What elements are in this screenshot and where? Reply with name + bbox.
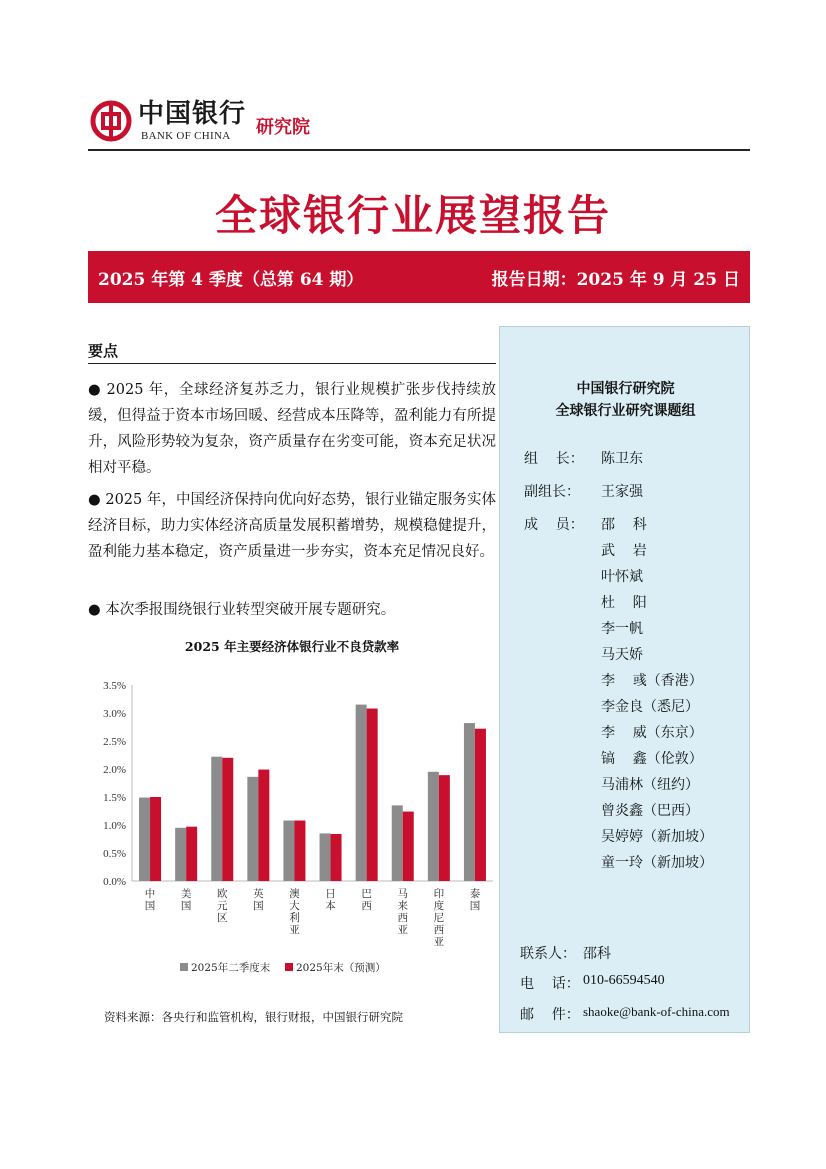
member-name: 曾炎鑫（巴西） <box>601 803 699 819</box>
contact-label: 联系人： <box>520 946 576 962</box>
header-divider <box>88 149 750 151</box>
x-category-label: 中国 <box>144 888 156 912</box>
member-name: 叶怀斌 <box>601 569 643 585</box>
bar <box>247 777 258 881</box>
bar <box>403 812 414 881</box>
report-date: 报告日期：2025 年 9 月 25 日 <box>491 270 740 290</box>
bar <box>211 757 222 881</box>
member-name: 李金良（悉尼） <box>601 699 699 715</box>
report-title: 全球银行业展望报告 <box>214 191 611 240</box>
sidebar-group: 全球银行业研究课题组 <box>555 403 696 419</box>
bar <box>186 827 197 881</box>
research-team-sidebar <box>499 326 750 1033</box>
x-category-label: 英国 <box>253 888 264 912</box>
deputy-name: 王家强 <box>601 484 643 500</box>
members-label: 成 员： <box>524 517 584 533</box>
chart-title: 2025 年主要经济体银行业不良贷款率 <box>184 639 400 654</box>
email-label: 邮 件： <box>520 1007 580 1023</box>
institute-name: 研究院 <box>256 117 310 138</box>
issue-band <box>88 251 750 303</box>
bar <box>320 833 331 881</box>
y-tick-label: 1.0% <box>103 820 126 832</box>
x-category-label: 澳大利亚 <box>289 888 300 936</box>
bar <box>222 758 233 881</box>
contact-name: 邵科 <box>583 947 611 962</box>
npl-ratio-bar-chart <box>88 665 496 995</box>
y-tick-label: 0.5% <box>103 848 126 860</box>
member-name: 邵 科 <box>601 517 647 533</box>
phone-label: 电 话： <box>520 976 580 992</box>
member-name: 杜 阳 <box>601 595 647 611</box>
y-tick-label: 3.0% <box>103 708 126 720</box>
bar <box>175 828 186 881</box>
bank-name-en: BANK OF CHINA <box>141 130 231 142</box>
sidebar-org: 中国银行研究院 <box>576 381 675 397</box>
y-tick-label: 2.5% <box>103 736 126 748</box>
legend-label: 2025年二季度末 <box>191 962 271 974</box>
key-point-1: ● 2025 年，全球经济复苏乏力，银行业规模扩张步伐持续放缓，但得益于资本市场回暖、经营成本压降等，盈利能力有所提升，风险形势较为复杂，资产质量存在劣变可能，资本充足状况相对平稳。 <box>88 382 496 476</box>
legend-swatch <box>180 963 188 971</box>
member-name: 李一帆 <box>601 621 643 637</box>
member-name: 镐 鑫（伦敦） <box>601 751 703 767</box>
leader-name: 陈卫东 <box>601 451 643 467</box>
email-address[interactable]: shaoke@bank-of-china.com <box>583 1004 730 1019</box>
member-name: 李 彧（香港） <box>601 673 703 689</box>
x-category-label: 日本 <box>325 888 336 912</box>
member-name: 马天娇 <box>601 647 643 663</box>
x-category-label: 印度尼西亚 <box>433 888 445 948</box>
legend-label: 2025年末（预测） <box>296 962 386 974</box>
bar <box>258 770 269 881</box>
bar <box>356 705 367 881</box>
key-points-heading: 要点 <box>88 342 119 360</box>
legend-swatch <box>285 963 293 971</box>
bar <box>294 821 305 881</box>
member-name: 李 威（东京） <box>601 725 703 741</box>
bar <box>283 821 294 881</box>
x-category-label: 马来西亚 <box>397 888 408 936</box>
x-category-label: 欧元区 <box>217 888 228 924</box>
bar <box>392 805 403 881</box>
bar <box>428 772 439 881</box>
y-tick-label: 2.0% <box>103 764 126 776</box>
bank-name-cn: 中国银行 <box>138 99 247 129</box>
issue-number: 2025 年第 4 季度（总第 64 期） <box>98 270 364 290</box>
deputy-label: 副组长： <box>524 484 580 500</box>
bar <box>439 775 450 881</box>
bar <box>367 709 378 881</box>
x-category-label: 美国 <box>180 888 192 912</box>
bar <box>150 797 161 881</box>
bank-of-china-logo-icon <box>90 100 132 142</box>
phone-number: 010-66594540 <box>583 973 665 988</box>
member-name: 武 岩 <box>601 543 647 559</box>
x-category-label: 巴西 <box>361 888 372 912</box>
key-point-3: ● 本次季报围绕银行业转型突破开展专题研究。 <box>88 602 396 618</box>
y-tick-label: 3.5% <box>103 680 126 692</box>
member-name: 童一玲（新加坡） <box>601 855 713 871</box>
bar <box>139 798 150 881</box>
bar <box>464 723 475 881</box>
x-category-label: 泰国 <box>469 888 481 912</box>
bar <box>475 729 486 881</box>
key-point-2: ● 2025 年，中国经济保持向优向好态势，银行业锚定服务实体经济目标，助力实体经济高质量发展积蓄增势，规模稳健提升，盈利能力基本稳定，资产质量进一步夯实，资本充足情况良好。 <box>88 492 496 560</box>
y-tick-label: 1.5% <box>103 792 126 804</box>
data-source: 资料来源：各央行和监管机构，银行财报，中国银行研究院 <box>104 1010 403 1024</box>
key-points-divider <box>88 363 496 364</box>
bar <box>331 834 342 881</box>
y-tick-label: 0.0% <box>103 876 126 888</box>
member-name: 马浦林（纽约） <box>601 777 699 793</box>
member-name: 吴婷婷（新加坡） <box>601 829 713 845</box>
leader-label: 组 长： <box>524 451 584 467</box>
